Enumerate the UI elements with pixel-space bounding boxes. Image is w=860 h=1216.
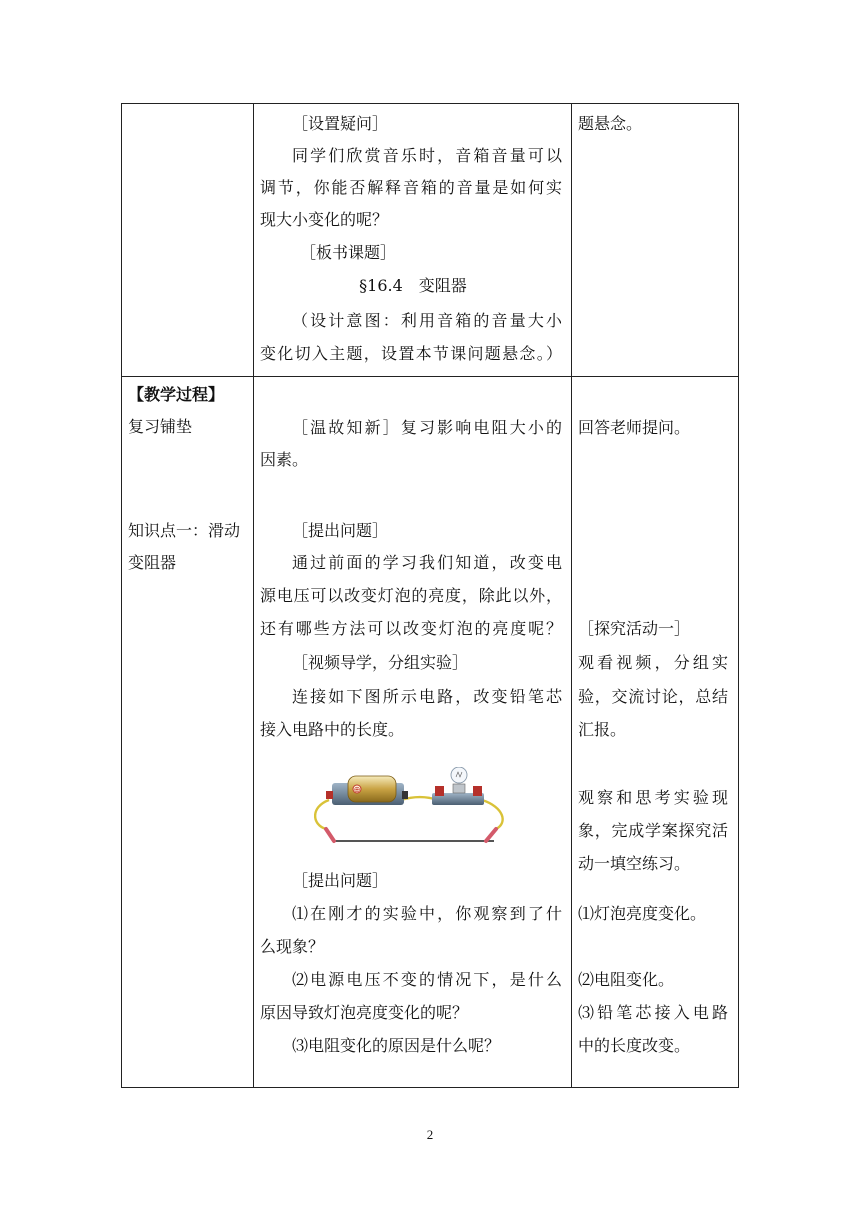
terminal-black (402, 791, 408, 799)
inquiry-activity-heading: ［探究活动一］ (578, 619, 691, 638)
text-line: 汇报。 (578, 720, 627, 739)
setting-question-heading: ［设置疑问］ (292, 114, 389, 133)
design-intent-line: （设计意图：利用音箱的音量大小 (292, 311, 562, 330)
text-line: 还有哪些方法可以改变灯泡的亮度呢？ (260, 619, 562, 638)
text-line: 题悬念。 (578, 114, 643, 133)
circuit-diagram (314, 767, 514, 852)
text-line: 回答老师提问。 (578, 418, 691, 437)
knowledge-point-label: 变阻器 (128, 553, 177, 572)
text-line: 动一填空练习。 (578, 854, 691, 873)
text-line: 观察和思考实验现 (578, 788, 728, 807)
text-line: 同学们欣赏音乐时，音箱音量可以 (292, 146, 562, 165)
text-line: 象，完成学案探究活 (578, 821, 728, 840)
text-line: 验，交流讨论，总结 (578, 687, 728, 706)
teaching-process-heading: 【教学过程】 (128, 385, 225, 404)
clip-left (326, 829, 334, 841)
lesson-title: §16.4 变阻器 (359, 276, 467, 295)
clip-right (486, 829, 496, 841)
intro-teacher-activity-cell (254, 104, 572, 377)
text-line: 调节，你能否解释音箱的音量是如何实 (260, 178, 562, 197)
intro-student-activity-cell (572, 104, 739, 377)
process-teacher-activity-cell (254, 377, 572, 1088)
lesson-table (121, 103, 739, 1088)
question-line: ⑴在刚才的实验中，你观察到了什 (292, 904, 562, 923)
table-row-intro (122, 104, 739, 377)
raise-question-heading: ［提出问题］ (292, 871, 389, 890)
table-row-process (122, 377, 739, 1088)
answer-line: ⑵电阻变化。 (578, 970, 675, 989)
battery-positive-symbol: ⊕ (353, 785, 361, 794)
text-line: 源电压可以改变灯泡的亮度，除此以外， (260, 586, 562, 605)
text-line: 接入电路中的长度。 (260, 720, 405, 739)
raise-question-heading: ［提出问题］ (292, 521, 389, 540)
bulb-terminal-right (473, 786, 482, 796)
text-line: 因素。 (260, 450, 309, 469)
board-title-heading: ［板书课题］ (300, 243, 397, 262)
question-line: 么现象？ (260, 937, 325, 956)
bulb-socket (453, 784, 465, 793)
page-number: 2 (426, 1127, 434, 1142)
question-line: 原因导致灯泡亮度变化的呢？ (260, 1003, 469, 1022)
process-student-activity-cell (572, 377, 739, 1088)
wire-left (315, 800, 329, 829)
text-line: 连接如下图所示电路，改变铅笔芯 (292, 687, 562, 706)
question-line: ⑶电阻变化的原因是什么呢？ (292, 1036, 501, 1055)
design-intent-line: 变化切入主题，设置本节课问题悬念。） (260, 344, 562, 363)
video-experiment-heading: ［视频导学，分组实验］ (292, 653, 469, 672)
question-line: ⑵电源电压不变的情况下，是什么 (292, 970, 562, 989)
answer-line: ⑴灯泡亮度变化。 (578, 904, 707, 923)
process-stage-cell (122, 377, 254, 1088)
wire-right (482, 800, 503, 829)
text-line: 现大小变化的呢？ (260, 210, 389, 229)
terminal-left (326, 791, 333, 799)
answer-line: 中的长度改变。 (578, 1036, 691, 1055)
intro-stage-cell (122, 104, 254, 377)
knowledge-point-label: 知识点一：滑动 (128, 521, 241, 540)
bulb-terminal-left (435, 786, 444, 796)
text-line: 观看视频，分组实 (578, 653, 728, 672)
text-line: 通过前面的学习我们知道，改变电 (292, 553, 562, 572)
answer-line: ⑶铅笔芯接入电路 (578, 1003, 728, 1022)
review-label: 复习铺垫 (128, 417, 193, 436)
review-question-line: ［温故知新］复习影响电阻大小的 (292, 418, 562, 437)
